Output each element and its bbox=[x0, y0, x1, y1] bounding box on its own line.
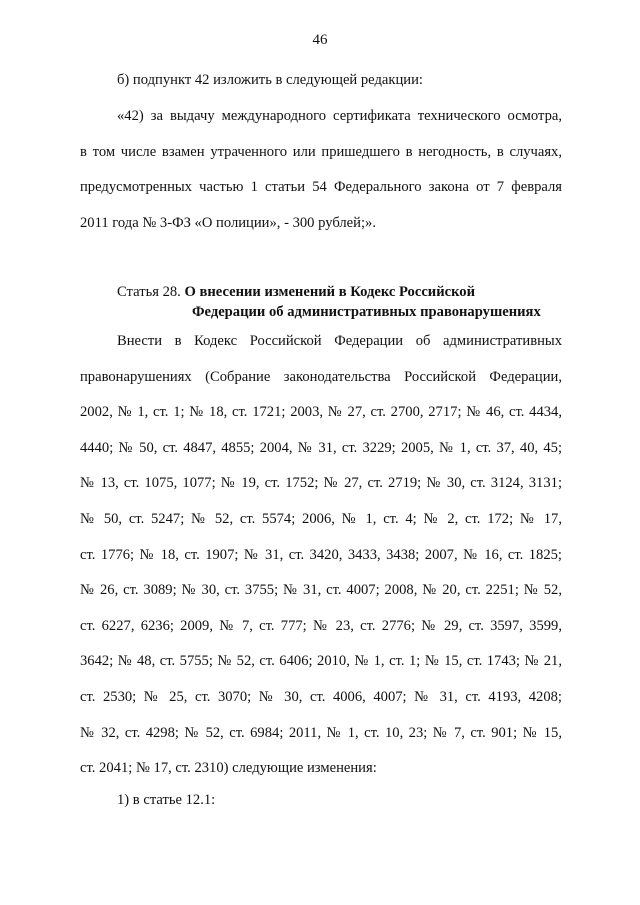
item42-paragraph bbox=[80, 99, 562, 241]
body-line: ст. 1776; № 18, ст. 1907; № 31, ст. 3420, 3433, 3438; 2007, № 16, ст. 1825; bbox=[80, 546, 562, 563]
body-line: № 13, ст. 1075, 1077; № 19, ст. 1752; № 27, ст. 2719; № 30, ст. 3124, 3131; bbox=[80, 475, 562, 492]
body-line: ст. 2041; № 17, ст. 2310) следующие изменения: bbox=[80, 760, 377, 777]
body-line: 4440; № 50, ст. 4847, 4855; 2004, № 31, ст. 3229; 2005, № 1, ст. 37, 40, 45; bbox=[80, 439, 562, 456]
article-title-line1: О внесении изменений в Кодекс Российской bbox=[184, 284, 476, 300]
item42-line: «42) за выдачу международного сертификата технического осмотра, bbox=[117, 108, 562, 124]
page-number: 46 bbox=[312, 32, 328, 48]
body-line: ст. 2530; № 25, ст. 3070; № 30, ст. 4006, 4007; № 31, ст. 4193, 4208; bbox=[80, 688, 562, 705]
article-body-paragraph bbox=[80, 324, 562, 787]
item42-line: предусмотренных частью 1 статьи 54 Федерального закона от 7 февраля bbox=[80, 179, 562, 196]
body-line: 2002, № 1, ст. 1; № 18, ст. 1721; 2003, № 27, ст. 2700, 2717; № 46, ст. 4434, bbox=[80, 404, 562, 421]
article-heading bbox=[117, 282, 541, 322]
item42-line: в том числе взамен утраченного или пришедшего в негодность, в случаях, bbox=[80, 143, 562, 160]
body-line: Внести в Кодекс Российской Федерации об административных bbox=[117, 333, 562, 349]
item-1: 1) в статье 12.1: bbox=[117, 792, 216, 808]
subclause-b: б) подпункт 42 изложить в следующей редакции: bbox=[117, 72, 423, 88]
item42-line: 2011 года № 3-ФЗ «О полиции», - 300 рублей;». bbox=[80, 214, 376, 231]
body-line: ст. 6227, 6236; 2009, № 7, ст. 777; № 23, ст. 2776; № 29, ст. 3597, 3599, bbox=[80, 617, 562, 634]
article-label: Статья 28. bbox=[117, 284, 181, 300]
body-line: 3642; № 48, ст. 5755; № 52, ст. 6406; 2010, № 1, ст. 1; № 15, ст. 1743; № 21, bbox=[80, 653, 562, 670]
body-line: № 50, ст. 5247; № 52, ст. 5574; 2006, № 1, ст. 4; № 2, ст. 172; № 17, bbox=[80, 510, 562, 527]
body-line: № 32, ст. 4298; № 52, ст. 6984; 2011, № 1, ст. 10, 23; № 7, ст. 901; № 15, bbox=[80, 724, 562, 741]
body-line: № 26, ст. 3089; № 30, ст. 3755; № 31, ст. 4007; 2008, № 20, ст. 2251; № 52, bbox=[80, 582, 562, 599]
body-line: правонарушениях (Собрание законодательства Российской Федерации, bbox=[80, 368, 562, 385]
article-title-line2: Федерации об административных правонарушениях bbox=[192, 304, 541, 320]
